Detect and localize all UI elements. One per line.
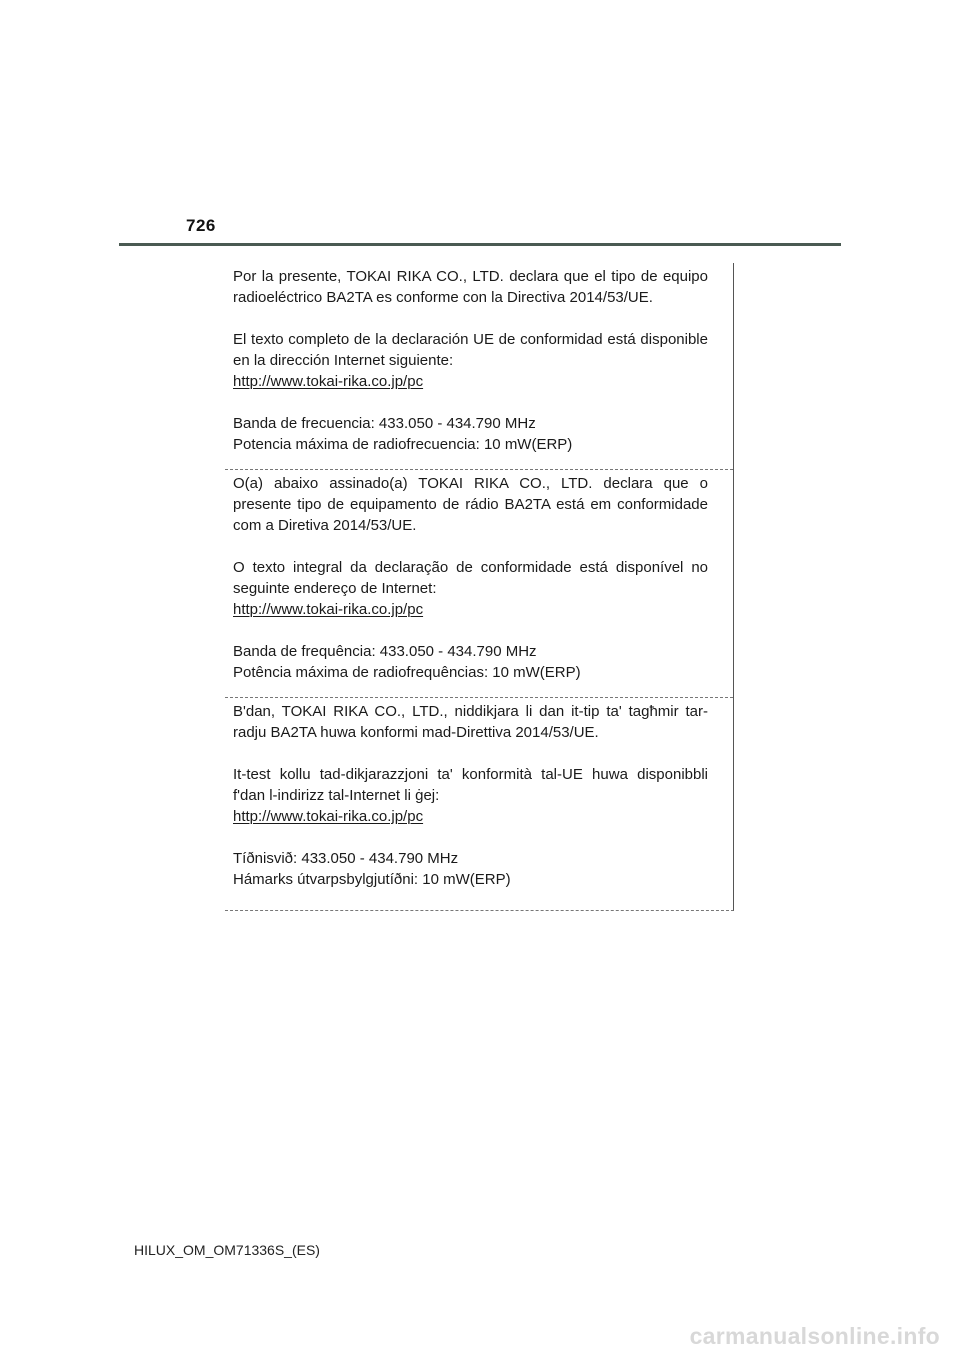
declaration-statement: O(a) abaixo assinado(a) TOKAI RIKA CO., LTD. declara que o presente tipo de equipamento de rádio BA2TA está em conformidade com a Diretiva 2014/53/UE. — [233, 475, 708, 534]
declaration-section-spanish — [225, 263, 733, 470]
declaration-section-maltese — [225, 698, 733, 910]
header-rule — [119, 243, 841, 246]
declaration-statement: B'dan, TOKAI RIKA CO., LTD., niddikjara li dan it-tip ta' tagħmir tar-radju BA2TA huwa konformi mad-Direttiva 2014/53/UE. — [233, 703, 708, 741]
frequency-band: Tíðnisvið: 433.050 - 434.790 MHz — [233, 850, 459, 867]
declaration-link[interactable]: http://www.tokai-rika.co.jp/pc — [233, 373, 424, 390]
frequency-band: Banda de frequência: 433.050 - 434.790 MHz — [233, 643, 537, 660]
declaration-availability: It-test kollu tad-dikjarazzjoni ta' konformità tal-UE huwa disponibbli f'dan l-indirizz tal-Internet li ġej: — [233, 766, 708, 804]
max-power: Potencia máxima de radiofrecuencia: 10 mW(ERP) — [233, 436, 573, 453]
max-power: Potência máxima de radiofrequências: 10 mW(ERP) — [233, 664, 581, 681]
declaration-box — [225, 263, 734, 911]
watermark: carmanualsonline.info — [689, 1323, 940, 1349]
declaration-link[interactable]: http://www.tokai-rika.co.jp/pc — [233, 601, 424, 618]
document-code: HILUX_OM_OM71336S_(ES) — [134, 1242, 320, 1258]
declaration-statement: Por la presente, TOKAI RIKA CO., LTD. declara que el tipo de equipo radioeléctrico BA2TA es conforme con la Directiva 2014/53/UE. — [233, 268, 708, 306]
declaration-availability: O texto integral da declaração de conformidade está disponível no seguinte endereço de Internet: — [233, 559, 708, 597]
declaration-section-portuguese — [225, 470, 733, 698]
declaration-availability: El texto completo de la declaración UE de conformidad está disponible en la dirección Internet siguiente: — [233, 331, 708, 369]
page-number: 726 — [186, 216, 216, 235]
max-power: Hámarks útvarpsbylgjutíðni: 10 mW(ERP) — [233, 871, 511, 888]
declaration-link[interactable]: http://www.tokai-rika.co.jp/pc — [233, 808, 424, 825]
frequency-band: Banda de frecuencia: 433.050 - 434.790 MHz — [233, 415, 536, 432]
